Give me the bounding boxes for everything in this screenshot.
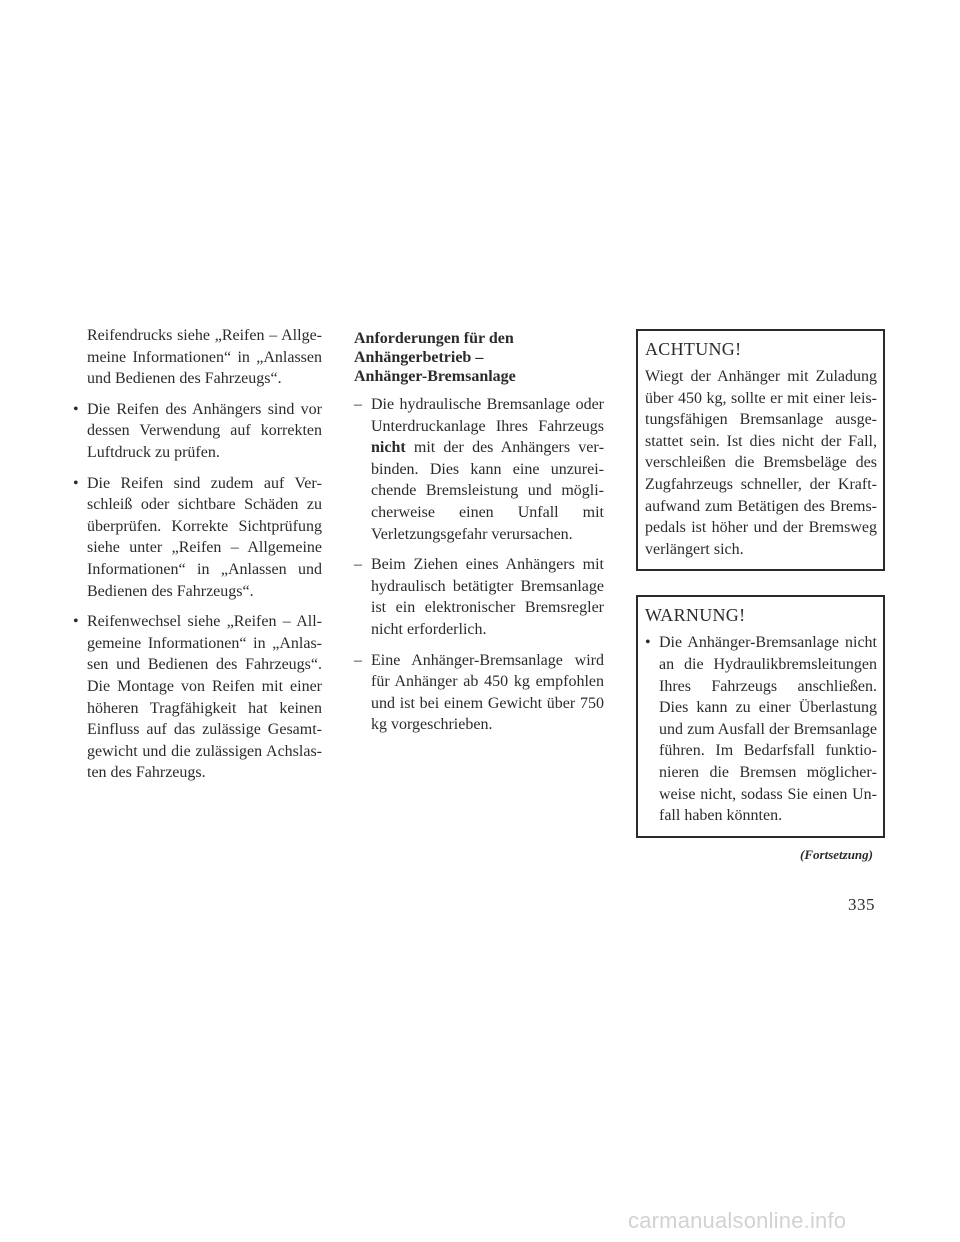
heading-line: Anforderungen für den bbox=[354, 330, 514, 347]
bullet-mark: • bbox=[73, 400, 79, 418]
caution-title: ACHTUNG! bbox=[645, 339, 742, 359]
continuation-paragraph: Reifendrucks siehe „Reifen – Allgemeine Informationen“ in „Anlassen und Bedienen des Fahrzeugs“. bbox=[87, 327, 322, 388]
warning-text: Die Anhänger-Bremsanlage nicht an die Hydraulikbremsleitungen Ihres Fahrzeugs anschließen. Dies kann zu einer Überlastung und zum Ausfall der Bremsanlage führen. Im Bedarfsfall funktionieren die Bremsen möglicherweise nicht, sodass Sie einen Unfall haben könnten. bbox=[659, 634, 877, 825]
list-item bbox=[354, 394, 604, 545]
page-number: 335 bbox=[848, 895, 875, 914]
warning-box bbox=[636, 595, 885, 837]
dash-text bbox=[371, 394, 604, 545]
list-item bbox=[645, 632, 877, 826]
dash-mark: – bbox=[354, 396, 362, 413]
list-item bbox=[354, 650, 604, 736]
section-heading bbox=[354, 329, 604, 386]
dash-text-part: mit der des Anhängers verbinden. Dies kann eine unzureichende Bremsleistung und möglicherweise einen Unfall mit Verletzungsgefahr verursachen. bbox=[371, 439, 605, 543]
left-column bbox=[70, 325, 322, 793]
heading-line: Anhängerbetrieb – bbox=[354, 349, 484, 366]
bullet-mark: • bbox=[73, 474, 79, 492]
caution-box bbox=[636, 329, 885, 571]
emphasis-nicht: nicht bbox=[371, 439, 406, 457]
dash-mark: – bbox=[354, 651, 362, 669]
list-item bbox=[70, 399, 322, 464]
list-item bbox=[70, 611, 322, 784]
dash-text: Eine Anhänger-Bremsanlage wird für Anhänger ab 450 kg empfohlen und ist bei einem Gewicht über 750 kg vorgeschrieben. bbox=[371, 651, 604, 734]
bullet-mark: • bbox=[645, 634, 651, 652]
bullet-text: Reifenwechsel siehe „Reifen – Allgemeine Informationen“ in „Anlassen und Bedienen des Fahrzeugs“. Die Montage von Reifen mit einer höheren Tragfähigkeit hat keinen Einfluss auf das zulässige Gesamtgewicht und die zulässigen Achslasten des Fahrzeugs. bbox=[87, 613, 322, 782]
bullet-text: Die Reifen sind zudem auf Verschleiß oder sichtbare Schäden zu überprüfen. Korrekte Sichtprüfung siehe unter „Reifen – Allgemeine Informationen“ in „Anlassen und Bedienen des Fahrzeugs“. bbox=[87, 474, 322, 600]
right-column bbox=[636, 325, 885, 865]
middle-column bbox=[354, 325, 604, 745]
list-item bbox=[354, 554, 604, 640]
continued-label: (Fortsetzung) bbox=[800, 846, 873, 862]
dash-text-part: Die hydraulische Bremsanlage oder Unterdruckanlage Ihres Fahrzeugs bbox=[371, 396, 604, 435]
caution-text: Wiegt der Anhänger mit Zuladung über 450 kg, sollte er mit einer leistungsfähigen Bremsanlage ausgestattet sein. Ist dies nicht der Fall, verschleißen die Bremsbeläge des Zugfahrzeugs schneller, der Kraftaufwand zum Betätigen des Bremspedals ist höher und der Bremsweg verlängert sich. bbox=[645, 368, 877, 558]
dash-mark: – bbox=[354, 556, 362, 574]
bullet-text: Die Reifen des Anhängers sind vor dessen Verwendung auf korrekten Luftdruck zu prüfen. bbox=[87, 400, 322, 461]
watermark-link[interactable]: carmanualsonline.info bbox=[628, 1208, 847, 1233]
bullet-mark: • bbox=[73, 613, 79, 631]
list-item bbox=[70, 473, 322, 603]
dash-text: Beim Ziehen eines Anhängers mit hydraulisch betätigter Bremsanlage ist ein elektronischer Bremsregler nicht erforderlich. bbox=[371, 556, 604, 638]
heading-line: Anhänger-Bremsanlage bbox=[354, 368, 516, 385]
warning-title: WARNUNG! bbox=[645, 605, 746, 626]
